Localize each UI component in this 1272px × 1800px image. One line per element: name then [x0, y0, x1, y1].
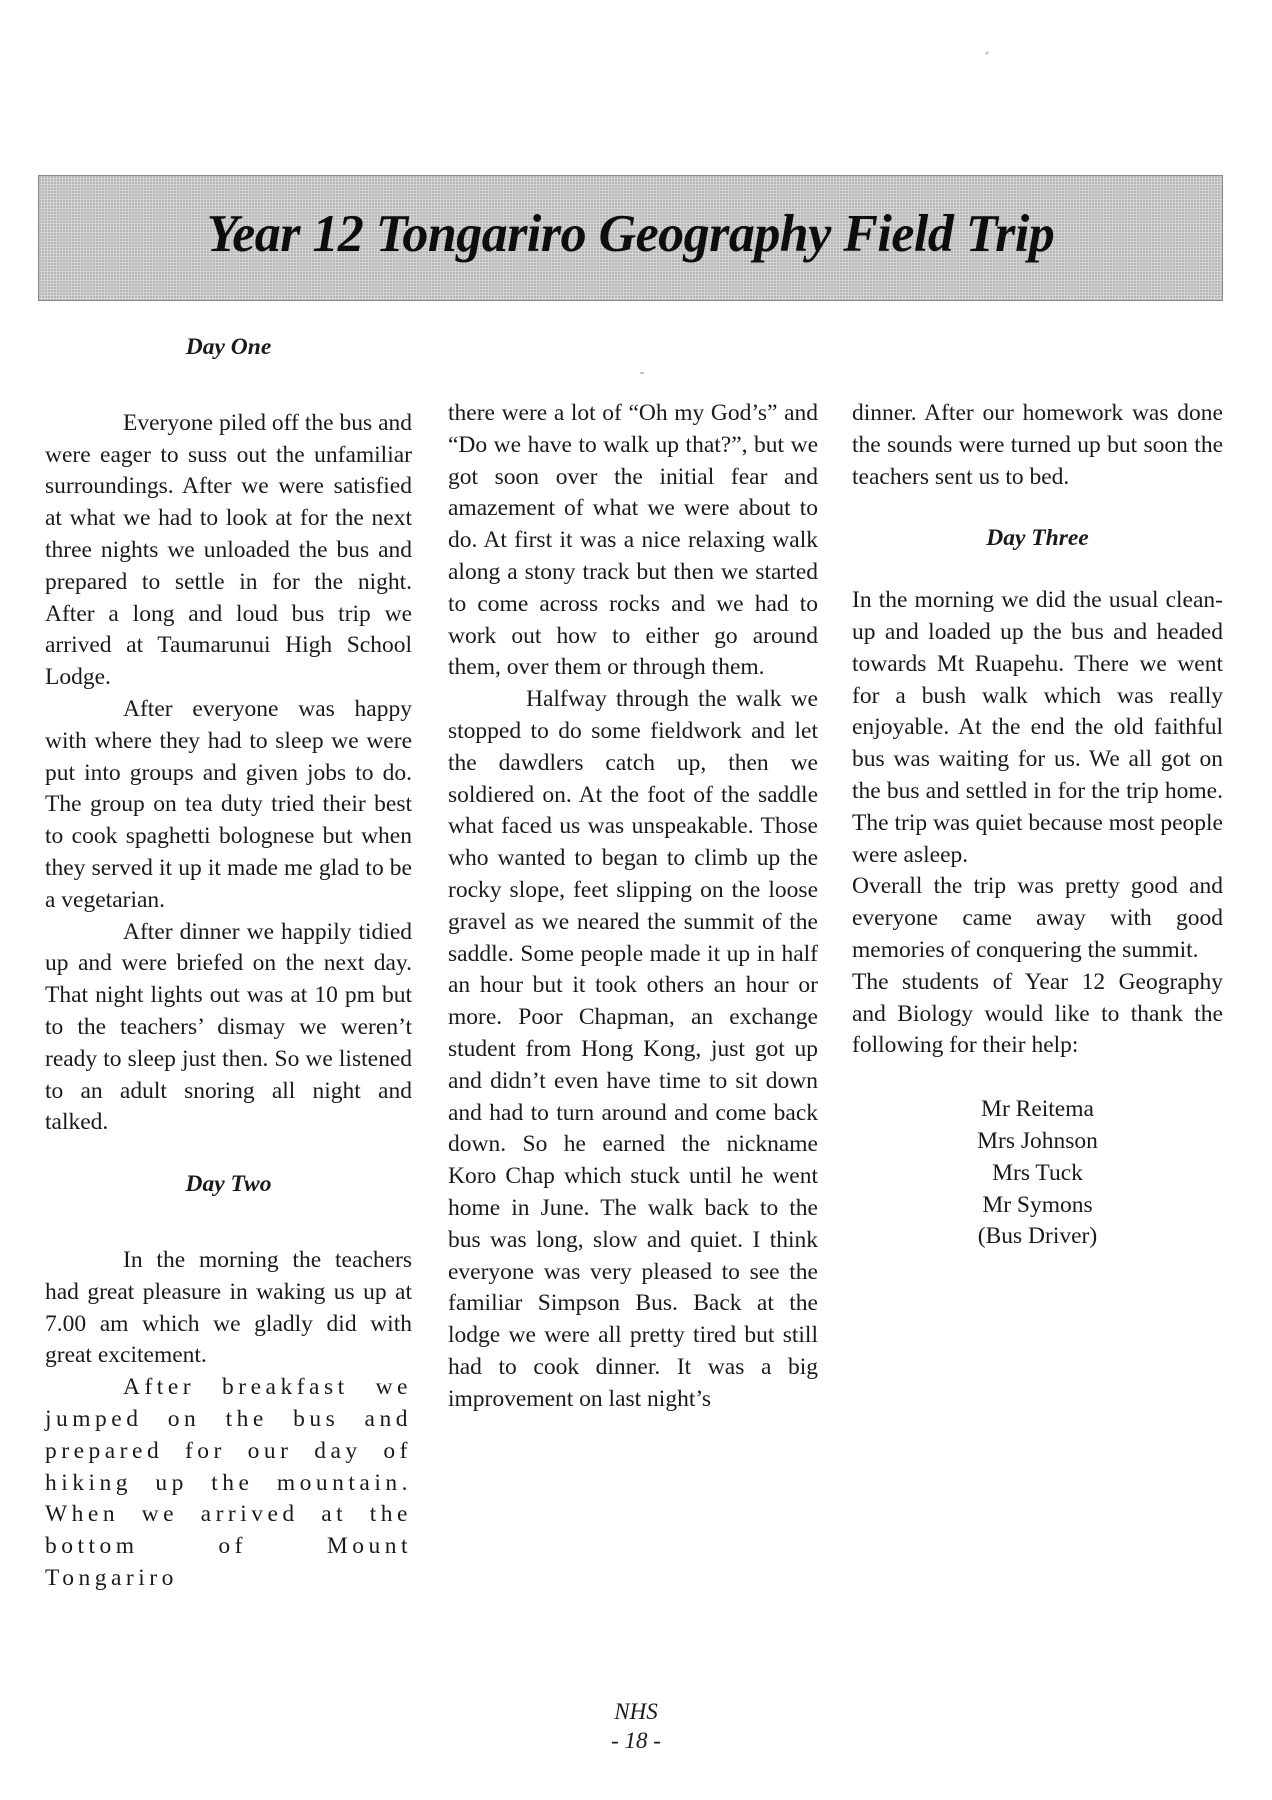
- thanks-list: [852, 1094, 1223, 1253]
- paragraph: After dinner we happily tidied up and were briefed on the next day. That night lights out was at 10 pm but to the teachers’ dismay we weren’t ready to sleep just then. So we listened to an adult snoring all night and talked.: [45, 918, 412, 1136]
- thanks-item: (Bus Driver): [977, 1223, 1098, 1250]
- paragraph: After everyone was happy with where they had to sleep we were put into groups and given jobs to do. The group on tea duty tried their best to cook spaghetti bolognese but when they served it up it made me glad to be a vegetarian.: [45, 695, 412, 913]
- column-1: [45, 320, 412, 1595]
- scan-speck: [985, 51, 989, 55]
- thanks-item: Mr Reitema: [981, 1096, 1094, 1123]
- thanks-item: Mr Symons: [982, 1191, 1093, 1218]
- page-title: Year 12 Tongariro Geography Field Trip: [206, 205, 1055, 263]
- page-number: - 18 -: [611, 1728, 661, 1753]
- column-2: [448, 398, 818, 1416]
- page-footer: [0, 1697, 1272, 1755]
- title-banner: [38, 175, 1223, 301]
- heading-day-two: Day Two: [185, 1171, 272, 1198]
- paragraph: Everyone piled off the bus and were eager to suss out the unfamiliar surroundings. After we were satisfied at what we had to look at for the next three nights we unloaded the bus and prepared to settle in for the night. After a long and loud bus trip we arrived at Taumarunui High School Lodge.: [45, 409, 412, 691]
- paragraph: there were a lot of “Oh my God’s” and “Do we have to walk up that?”, but we got soon over the initial fear and amazement of what we were about to do. At first it was a nice relaxing walk along a stony track but then we started to come across rocks and we had to work out how to either go around them, over them or through them.: [448, 400, 818, 681]
- thanks-item: Mrs Johnson: [977, 1127, 1098, 1154]
- column-3: [852, 398, 1223, 1253]
- paragraph: Overall the trip was pretty good and everyone came away with good memories of conquering the summit.: [852, 873, 1223, 963]
- scan-speck: [640, 372, 644, 374]
- paragraph: In the morning we did the usual clean-up and loaded up the bus and headed towards Mt Ruapehu. There we went for a bush walk which was really enjoyable. At the end the old faithful bus was waiting for us. We all got on the bus and settled in for the trip home. The trip was quiet because most people were asleep.: [852, 587, 1223, 868]
- publication-name: NHS: [614, 1699, 658, 1724]
- thanks-item: Mrs Tuck: [992, 1159, 1083, 1186]
- paragraph: After breakfast we jumped on the bus and prepared for our day of hiking up the mountain. When we arrived at the bottom of Mount Tongariro: [45, 1374, 412, 1591]
- paragraph: The students of Year 12 Geography and Biology would like to thank the following for their help:: [852, 968, 1223, 1059]
- paragraph: In the morning the teachers had great pleasure in waking us up at 7.00 am which we gladly did with great excitement.: [45, 1246, 412, 1369]
- heading-day-one: Day One: [185, 334, 272, 360]
- paragraph: dinner. After our homework was done the sounds were turned up but soon the teachers sent us to bed.: [852, 400, 1223, 490]
- paragraph: Halfway through the walk we stopped to do some fieldwork and let the dawdlers catch up, then we soldiered on. At the foot of the saddle what faced us was unspeakable. Those who wanted to began to climb up the rocky slope, feet slipping on the loose gravel as we neared the summit of the saddle. Some people made it up in half an hour but it took others an hour or more. Poor Chapman, an exchange student from Hong Kong, just got up and didn’t even have time to sit down and had to turn around and come back down. So he earned the nickname Koro Chap which stuck until he went home in June. The walk back to the bus was long, slow and quiet. I think everyone was very pleased to see the familiar Simpson Bus. Back at the lodge we were all pretty tired but still had to cook dinner. It was a big improvement on last night’s: [448, 686, 818, 1412]
- heading-day-three: Day Three: [986, 525, 1089, 552]
